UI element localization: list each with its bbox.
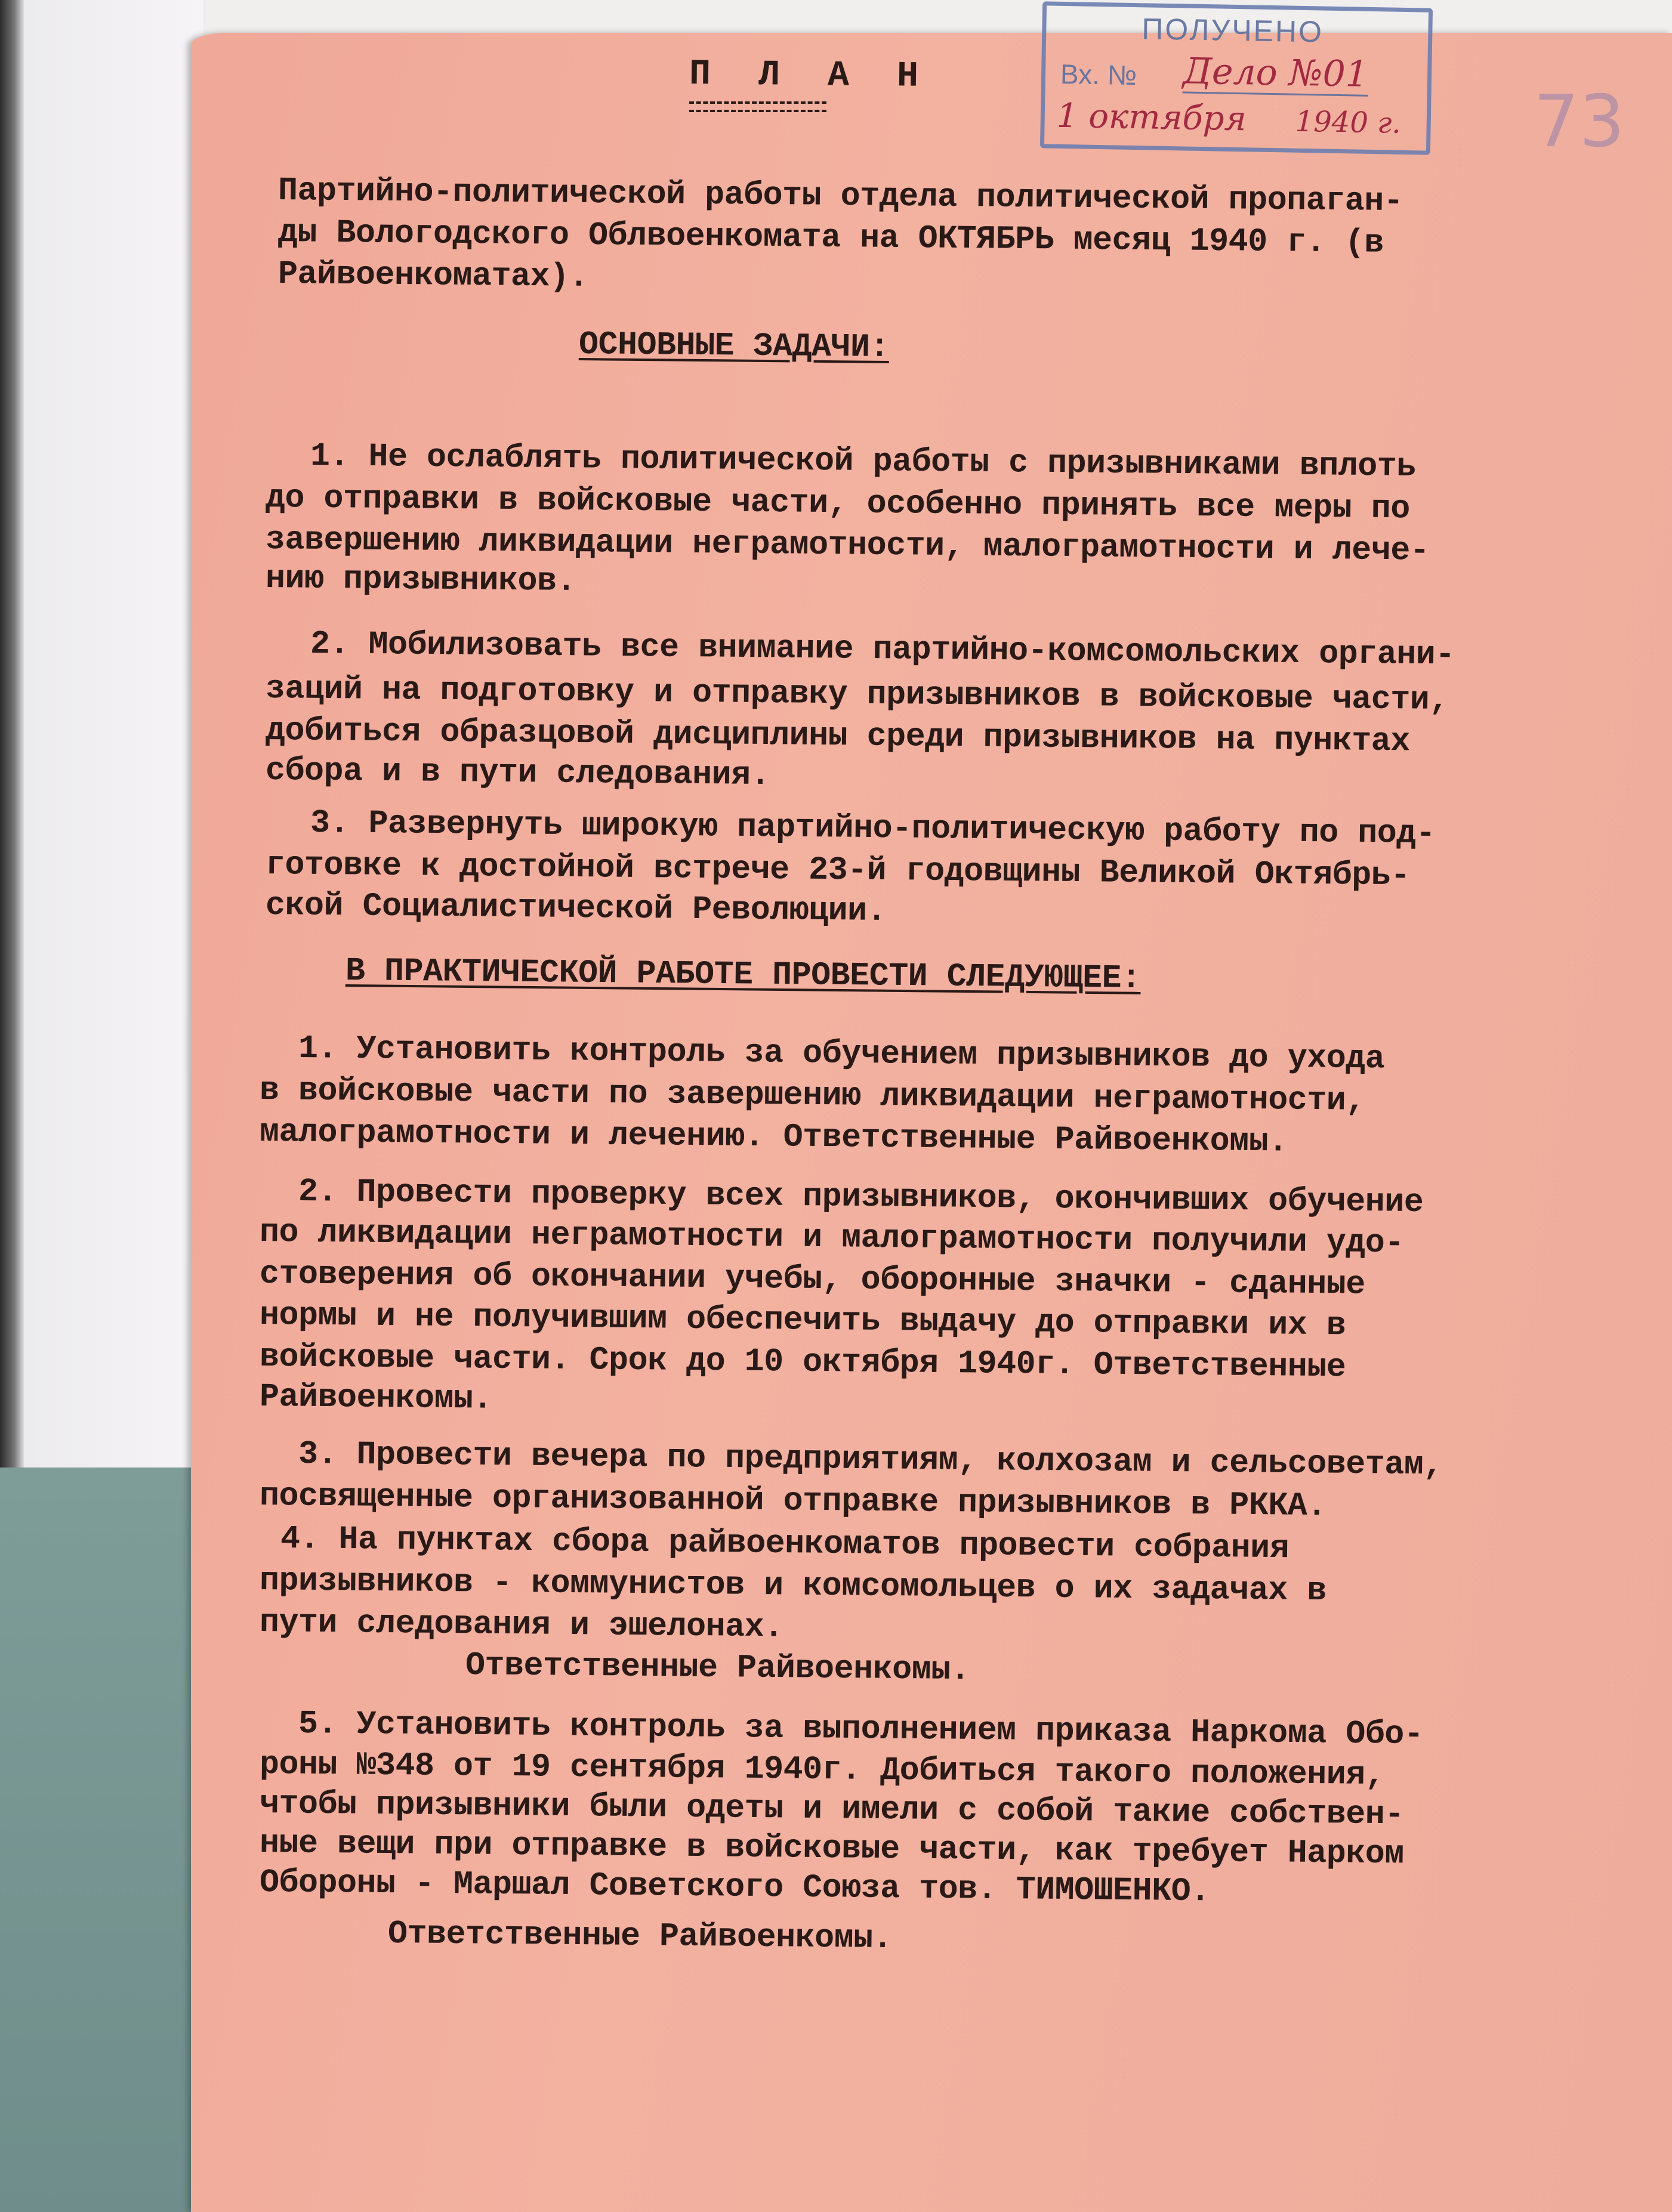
task-line: нию призывников. <box>265 560 576 600</box>
task-line: 2. Мобилизовать все внимание партийно-комсомольских органи- <box>310 625 1455 674</box>
task-line: ской Социалистической Революции. <box>265 886 887 930</box>
action-line: Обороны - Маршал Советского Союза тов. ТИМОШЕНКО. <box>259 1864 1210 1911</box>
stamp-label: ПОЛУЧЕНО <box>1141 12 1324 49</box>
action-line: по ликвидации неграмотности и малограмотности получили удо- <box>259 1213 1405 1262</box>
action-line: пути следования и эшелонах. <box>259 1604 783 1646</box>
action-line: малограмотности и лечению. Ответственные Райвоенкомы. <box>259 1113 1288 1161</box>
stamp-incoming-label: Вх. № <box>1060 58 1137 91</box>
action-line: 3. Провести вечера по предприятиям, колхозам и сельсоветам, <box>298 1435 1443 1484</box>
stamp-incoming-value: Дело №01 <box>1182 50 1369 95</box>
action-line: нормы и не получившим обеспечить выдачу до отправки их в <box>259 1296 1346 1345</box>
action-line: призывников - коммунистов и комсомольцев о их задачах в <box>259 1562 1327 1610</box>
task-line: 1. Не ослаблять политической работы с призывниками вплоть <box>310 437 1417 486</box>
action-line: стоверения об окончании учебы, оборонные значки - сданные <box>259 1255 1366 1303</box>
action-line: Райвоенкомы. <box>259 1378 493 1418</box>
action-line: в войсковые части по завершению ликвидации неграмотности, <box>259 1071 1366 1120</box>
title-underline <box>689 101 826 112</box>
intro-line: ды Вологодского Облвоенкомата на ОКТЯБРЬ месяц 1940 г. (в <box>277 214 1384 262</box>
received-stamp <box>1040 1 1433 155</box>
action-line: войсковые части. Срок до 10 октября 1940г. Ответственные <box>259 1338 1346 1386</box>
action-line: Ответственные Райвоенкомы. <box>387 1915 893 1958</box>
document-title: П Л А Н <box>689 54 932 97</box>
stamp-date: 1 октября <box>1056 96 1247 139</box>
task-line: завершению ликвидации неграмотности, малограмотности и лече- <box>265 521 1430 570</box>
action-line: 5. Установить контроль за выполнением приказа Наркома Обо- <box>298 1705 1424 1754</box>
action-line: посвященные организованной отправке призывников в РККА. <box>259 1477 1327 1525</box>
stamp-year: 1940 г. <box>1295 104 1402 140</box>
sheet-number: 73 <box>1534 81 1625 163</box>
action-line: 1. Установить контроль за обучением призывников до ухода <box>298 1030 1385 1078</box>
task-line: добиться образцовой дисциплины среди призывников на пунктах <box>265 712 1411 761</box>
task-line: заций на подготовку и отправку призывников в войсковые части, <box>265 670 1449 719</box>
section-heading: В ПРАКТИЧЕСКОЙ РАБОТЕ ПРОВЕСТИ СЛЕДУЮЩЕЕ: <box>345 952 1141 997</box>
task-line: 3. Развернуть широкую партийно-политическую работу по под- <box>310 804 1436 853</box>
action-line: 4. На пунктах сбора райвоенкоматов провести собрания <box>280 1520 1290 1568</box>
task-line: готовке к достойной встрече 23-й годовщины Великой Октябрь- <box>265 846 1411 895</box>
intro-line: Партийно-политической работы отдела политической пропаган- <box>277 172 1403 221</box>
task-line: до отправки в войсковые части, особенно принять все меры по <box>265 479 1411 528</box>
action-line: чтобы призывники были одеты и имели с собой такие собствен- <box>259 1785 1405 1834</box>
action-line: роны №348 от 19 сентября 1940г. Добиться такого положения, <box>259 1745 1385 1794</box>
action-line: 2. Провести проверку всех призывников, окончивших обучение <box>298 1173 1424 1222</box>
intro-line: Райвоенкоматах). <box>277 255 589 296</box>
action-line: Ответственные Райвоенкомы. <box>465 1646 970 1689</box>
section-heading: ОСНОВНЫЕ ЗАДАЧИ: <box>578 326 890 366</box>
action-line: ные вещи при отправке в войсковые части, как требует Нарком <box>259 1824 1405 1873</box>
task-line: сбора и в пути следования. <box>265 752 770 795</box>
